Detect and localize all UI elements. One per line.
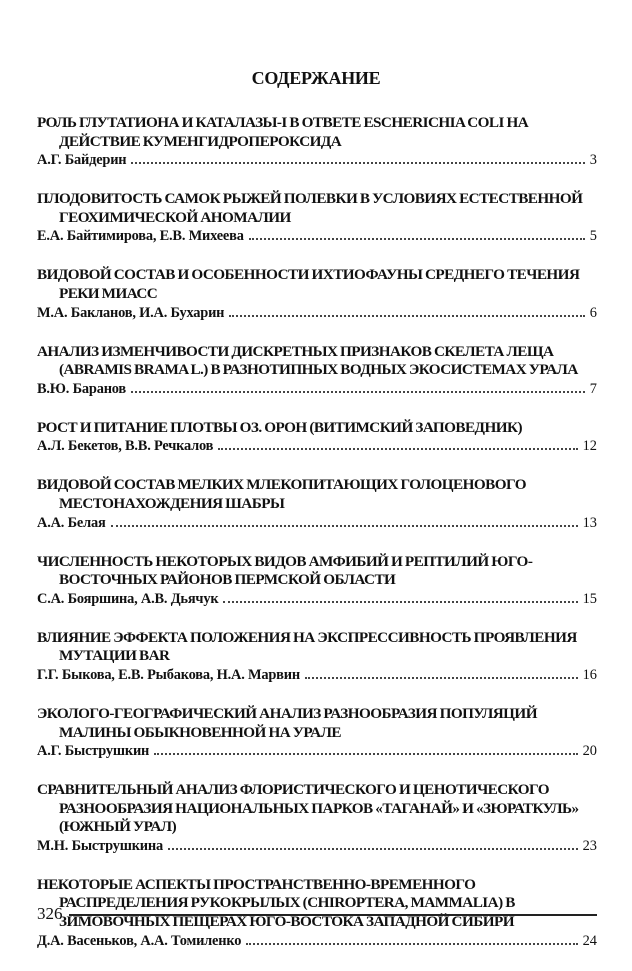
toc-entry (37, 629, 597, 684)
entry-title: АНАЛИЗ ИЗМЕНЧИВОСТИ ДИСКРЕТНЫХ ПРИЗНАКОВ СКЕЛЕТА ЛЕЩА (ABRAMIS BRAMA L.) В РАЗНОТИПНЫХ ВОДНЫХ ЭКОСИСТЕМАХ УРАЛА (37, 342, 578, 379)
dot-leader (305, 677, 578, 679)
entry-author-line (37, 838, 597, 855)
dot-leader (131, 162, 584, 164)
toc-entry (37, 476, 597, 531)
entry-author-line (37, 743, 597, 760)
toc-entry (37, 114, 597, 169)
entry-author-line (37, 228, 597, 245)
entry-author-line (37, 591, 597, 608)
entry-title: ВЛИЯНИЕ ЭФФЕКТА ПОЛОЖЕНИЯ НА ЭКСПРЕССИВНОСТЬ ПРОЯВЛЕНИЯ МУТАЦИИ BAR (37, 628, 577, 665)
table-of-contents (37, 114, 597, 971)
entry-author-line (37, 515, 597, 532)
entry-authors: С.А. Бояршина, А.В. Дьячук (37, 590, 219, 607)
entry-page-number: 16 (582, 666, 597, 683)
dot-leader (223, 601, 577, 603)
toc-entry (37, 705, 597, 760)
dot-leader (249, 238, 585, 240)
entry-authors: М.А. Бакланов, И.А. Бухарин (37, 304, 225, 321)
dot-leader (131, 391, 585, 393)
entry-page-number: 20 (582, 743, 597, 760)
entry-author-line (37, 152, 597, 169)
toc-entry (37, 553, 597, 608)
dot-leader (229, 315, 585, 317)
toc-entry (37, 419, 597, 456)
page-footer (37, 904, 597, 924)
entry-author-line (37, 381, 597, 398)
entry-authors: А.Г. Быструшкин (37, 743, 150, 760)
footer-rule (69, 914, 598, 916)
entry-authors: А.Л. Бекетов, В.В. Речкалов (37, 438, 214, 455)
entry-authors: М.Н. Быструшкина (37, 837, 163, 854)
entry-title: ВИДОВОЙ СОСТАВ МЕЛКИХ МЛЕКОПИТАЮЩИХ ГОЛОЦЕНОВОГО МЕСТОНАХОЖДЕНИЯ ШАБРЫ (37, 476, 526, 512)
toc-entry (37, 190, 597, 245)
entry-author-line (37, 933, 597, 950)
entry-title: СРАВНИТЕЛЬНЫЙ АНАЛИЗ ФЛОРИСТИЧЕСКОГО И ЦЕНОТИЧЕСКОГО РАЗНООБРАЗИЯ НАЦИОНАЛЬНЫХ ПАРКОВ «ТАГАНАЙ» И «ЗЮРАТКУЛЬ» (ЮЖНЫЙ УРАЛ) (37, 781, 579, 836)
entry-page-number: 24 (582, 932, 597, 949)
entry-page-number: 23 (582, 837, 597, 854)
entry-page-number: 5 (589, 228, 597, 245)
entry-title: НЕКОТОРЫЕ АСПЕКТЫ ПРОСТРАНСТВЕННО-ВРЕМЕННОГО РАСПРЕДЕЛЕНИЯ РУКОКРЫЛЫХ (CHIROPTERA, MAMMALIA) В ЗИМОВОЧНЫХ ПЕЩЕРАХ ЮГО-ВОСТОКА ЗАПАДНОЙ СИБИРИ (37, 875, 515, 931)
entry-page-number: 6 (589, 304, 597, 321)
entry-page-number: 7 (589, 380, 597, 397)
entry-page-number: 3 (589, 152, 597, 169)
entry-page-number: 12 (582, 438, 597, 455)
entry-title: РОЛЬ ГЛУТАТИОНА И КАТАЛАЗЫ-I В ОТВЕТЕ ESCHERICHIA COLI НА ДЕЙСТВИЕ КУМЕНГИДРОПЕРОКСИДА (37, 114, 529, 150)
entry-title: ЧИСЛЕННОСТЬ НЕКОТОРЫХ ВИДОВ АМФИБИЙ И РЕПТИЛИЙ ЮГО-ВОСТОЧНЫХ РАЙОНОВ ПЕРМСКОЙ ОБЛАСТИ (37, 552, 533, 589)
entry-authors: А.Г. Байдерин (37, 152, 127, 169)
entry-authors: Г.Г. Быкова, Е.В. Рыбакова, Н.А. Марвин (37, 666, 300, 683)
toc-entry (37, 266, 597, 321)
entry-authors: В.Ю. Баранов (37, 380, 127, 397)
entry-authors: Д.А. Васеньков, А.А. Томиленко (37, 932, 242, 949)
entry-author-line (37, 438, 597, 455)
toc-entry (37, 343, 597, 398)
toc-entry (37, 781, 597, 855)
dot-leader (218, 448, 577, 450)
entry-title: ВИДОВОЙ СОСТАВ И ОСОБЕННОСТИ ИХТИОФАУНЫ СРЕДНЕГО ТЕЧЕНИЯ РЕКИ МИАСС (37, 266, 580, 302)
entry-title: ПЛОДОВИТОСТЬ САМОК РЫЖЕЙ ПОЛЕВКИ В УСЛОВИЯХ ЕСТЕСТВЕННОЙ ГЕОХИМИЧЕСКОЙ АНОМАЛИИ (37, 190, 583, 226)
entry-author-line (37, 667, 597, 684)
dot-leader (111, 525, 578, 527)
dot-leader (154, 753, 577, 755)
folio-page-number: 326 (37, 904, 63, 923)
dot-leader (246, 943, 577, 945)
entry-authors: А.А. Белая (37, 514, 106, 531)
entry-page-number: 13 (582, 514, 597, 531)
page-title: СОДЕРЖАНИЕ (251, 68, 381, 88)
entry-page-number: 15 (582, 590, 597, 607)
entry-title: РОСТ И ПИТАНИЕ ПЛОТВЫ ОЗ. ОРОН (ВИТИМСКИЙ ЗАПОВЕДНИК) (37, 418, 522, 436)
entry-author-line (37, 305, 597, 322)
dot-leader (168, 848, 578, 850)
entry-title: ЭКОЛОГО-ГЕОГРАФИЧЕСКИЙ АНАЛИЗ РАЗНООБРАЗИЯ ПОПУЛЯЦИЙ МАЛИНЫ ОБЫКНОВЕННОЙ НА УРАЛЕ (37, 704, 537, 741)
entry-authors: Е.А. Байтимирова, Е.В. Михеева (37, 228, 244, 245)
